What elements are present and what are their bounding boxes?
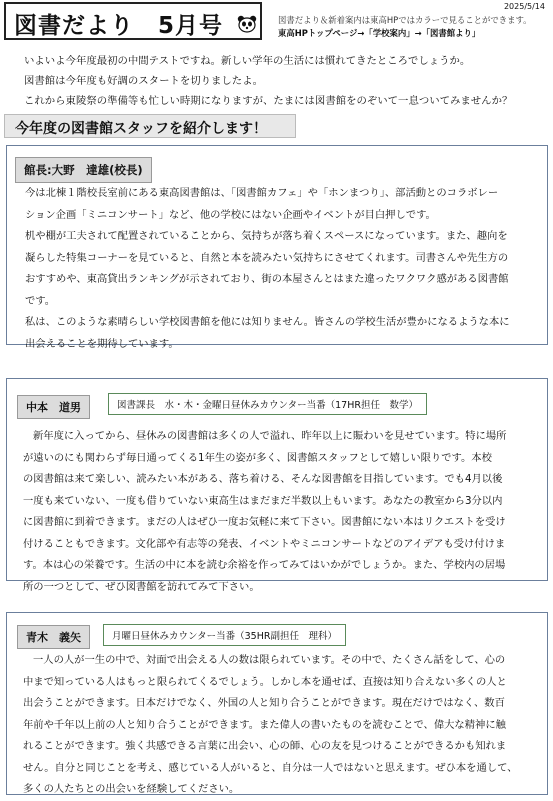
message-line: に図書館に到着できます。まだの人はぜひ一度お気軽に来て下さい。図書館にない本はリクエストを受け	[23, 516, 506, 528]
staff-role: 月曜日昼休みカウンター当番（35HR副担任 理科）	[103, 624, 346, 646]
website-note: 図書だより＆新着案内は東高HPではカラーで見ることができます。	[278, 15, 532, 25]
message-line: 一度も来ていない、一度も借りていない東高生はまだまだ半数以上もいます。あなたの教室から3分以内	[23, 494, 503, 507]
staff-name: 中本 道男	[17, 395, 90, 419]
staff-message	[23, 426, 506, 598]
message-line: 所の一つとして、ぜひ図書館を訪れてみて下さい。	[23, 580, 260, 593]
staff-role: 図書課長 水・木・金曜日昼休みカウンター当番（17HR担任 数学）	[108, 393, 427, 415]
message-line: 私は、このような素晴らしい学校図書館を他には知りません。皆さんの学校生活が豊かになるような本に	[25, 316, 510, 328]
staff-message	[25, 183, 510, 355]
staff-panel-aoki	[6, 612, 548, 795]
message-line: 付けることもできます。文化部や有志等の発表、イベントやミニコンサートなどのアイデアも受け付けま	[23, 537, 506, 550]
message-line: 机や棚が工夫されて配置されていることから、気持ちが落ち着くスペースになっています。また、趣向を	[25, 230, 508, 242]
message-line: 多くの人たちとの出会いを経験してください。	[23, 783, 240, 795]
message-line: が遠いのにも関わらず毎日通ってくる1年生の姿が多く、図書館スタッフとして嬉しい限りです。本校	[23, 451, 492, 464]
message-line: です。	[25, 294, 56, 307]
newsletter-title: 図書だより 5月号	[14, 13, 224, 39]
issue-date: 2025/5/14	[503, 2, 545, 11]
message-line: れることができます。強く共感できる言葉に出会い、心の師、心の友を見つけることができるかも知れま	[23, 740, 507, 752]
section-heading-banner	[4, 114, 296, 138]
message-line: 一人の人が一生の中で、対面で出会える人の数は限られています。その中で、たくさん話をして、心の	[33, 654, 506, 666]
message-line: の図書館は来て楽しい、読みたい本がある、落ち着ける、そんな図書館を目指しています。でも4月以後	[23, 473, 503, 485]
message-line: 新年度に入ってから、昼休みの図書館は多くの人で溢れ、昨年以上に賑わいを見せています。特に場所	[33, 430, 507, 442]
message-line: 出会うことができます。日本だけでなく、外国の人と知り合うことができます。現在だけではなく、数百	[23, 697, 505, 709]
message-line: せん。自分と同じことを考え、感じている人がいると、自分は一人ではないと思えます。ぜひ本を通して、	[23, 761, 518, 774]
intro-line-1: いよいよ今年度最初の中間テストですね。新しい学年の生活には慣れてきたところでしょうか。	[24, 55, 471, 67]
message-line: す。本は心の栄養です。生活の中に本を読む余裕を作ってみてはいかがでしょうか。また、学校内の居場	[23, 559, 506, 571]
panda-icon	[236, 14, 258, 34]
message-line: おすすめや、東高貸出ランキングが示されており、街の本屋さんとはまた違ったワクワク感がある図書館	[25, 273, 509, 285]
message-line: 出会えることを期待しています。	[25, 337, 179, 350]
message-line: 今は北棟１階校長室前にある東高図書館は、「図書館カフェ」や「ホンまつり」、部活動とのコラボレー	[25, 187, 499, 199]
staff-name: 青木 義矢	[17, 625, 90, 649]
message-line: ション企画「ミニコンサート」など、他の学校にはない企画やイベントが目白押しです。	[25, 208, 436, 221]
staff-message	[23, 650, 517, 801]
title-box	[4, 2, 262, 40]
intro-line-3: これから東陵祭の準備等も忙しい時期になりますが、たまには図書館をのぞいて一息ついてみませんか？	[24, 95, 513, 107]
section-heading: 今年度の図書館スタッフを紹介します！	[15, 121, 267, 137]
message-line: 年前や千年以上前の人と知り合うことができます。また偉人の書いたものを読むことで、偉大な精神に触	[23, 718, 506, 731]
message-line: 凝らした特集コーナーを見ていると、自然と本を読みたい気持ちにさせてくれます。司書さんや先生方の	[25, 251, 509, 264]
message-line: 中まで知っている人はもっと限られてくるでしょう。しかし本を通せば、直接は知り合えない多くの人と	[23, 675, 507, 688]
website-navigation-path: 東高HPトップページ→「学校案内」→「図書館より」	[278, 28, 481, 38]
staff-panel-principal	[6, 145, 548, 350]
staff-name: 館長:大野 達雄(校長)	[15, 157, 152, 183]
staff-panel-nakamoto	[6, 378, 548, 593]
intro-line-2: 図書館は今年度も好調のスタートを切りましたよ。	[24, 75, 263, 87]
